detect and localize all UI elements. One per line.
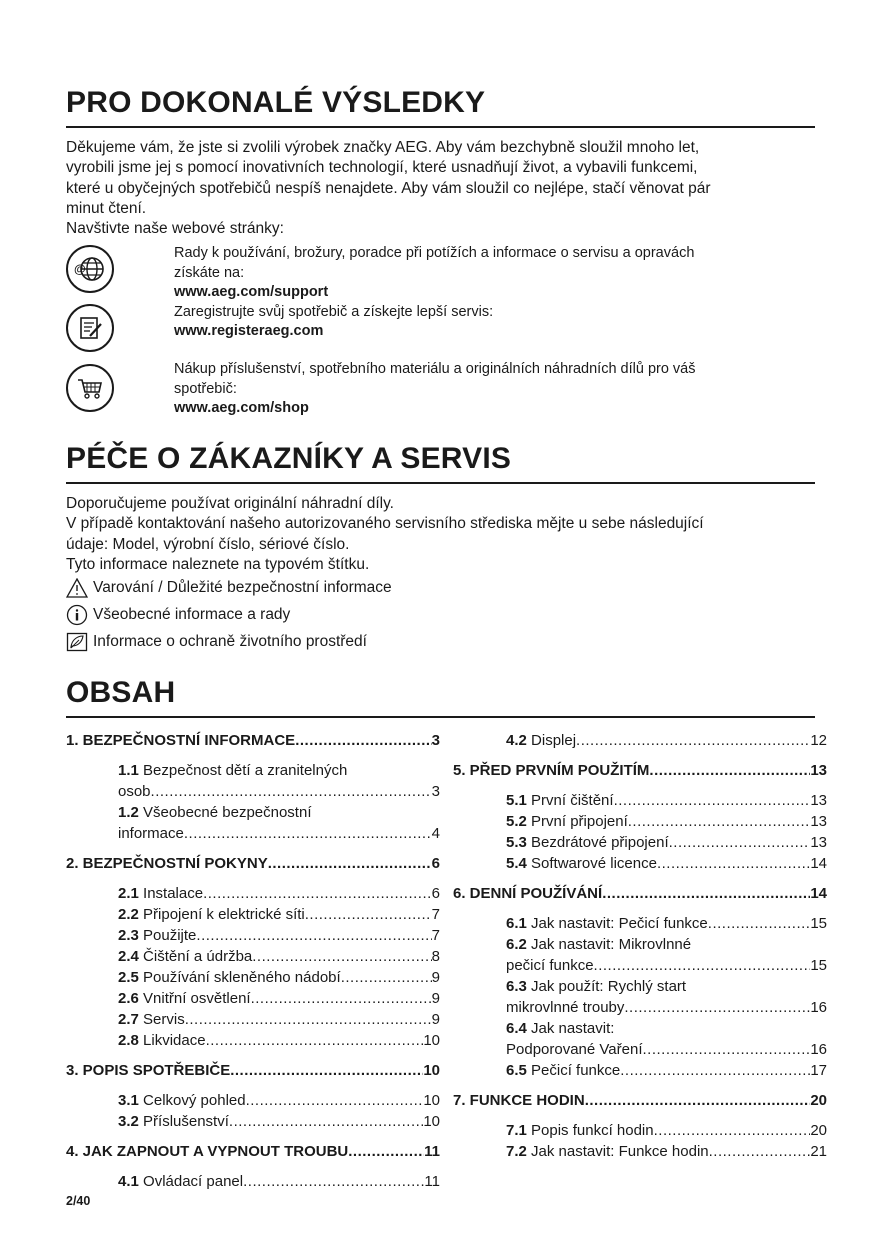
toc-entry[interactable]: 5.4 Softwarové licence ..... 14	[506, 853, 827, 874]
toc-entry[interactable]: 6.1 Jak nastavit: Pečicí funkce ..... 15	[506, 913, 827, 934]
leaf-icon	[66, 631, 90, 653]
toc-entry[interactable]: 2. BEZPEČNOSTNÍ POKYNY ..... 6	[66, 853, 440, 874]
toc-entry[interactable]: 3.1 Celkový pohled ..... 10	[118, 1090, 440, 1111]
svg-text:@: @	[74, 262, 86, 276]
shop-info: Nákup příslušenství, spotřebního materiálu a originálních náhradních dílů pro váš spotřebič: www.aeg.com/shop	[174, 360, 696, 419]
section-title-results: PRO DOKONALÉ VÝSLEDKY	[66, 86, 486, 119]
info-icon	[66, 604, 90, 626]
toc-entry[interactable]: 1. BEZPEČNOSTNÍ INFORMACE ..... 3	[66, 730, 440, 751]
toc-entry[interactable]: 4.2 Displej ..... 12	[506, 730, 827, 751]
toc-entry[interactable]: 7.2 Jak nastavit: Funkce hodin ..... 21	[506, 1141, 827, 1162]
toc-entry[interactable]: osob ..... 3	[118, 781, 440, 802]
toc-entry[interactable]: 3.2 Příslušenství ..... 10	[118, 1111, 440, 1132]
support-info: Rady k používání, brožury, poradce při potížích a informace o servisu a opravách získáte na: www.aeg.com/support Zaregistrujte svůj spotřebič a získejte lepší servis: www.registeraeg.com	[174, 244, 694, 342]
legend-warning: Varování / Důležité bezpečnostní informace	[66, 577, 392, 599]
register-link[interactable]: www.registeraeg.com	[174, 323, 324, 339]
toc-entry[interactable]: 5.1 První čištění ..... 13	[506, 790, 827, 811]
toc-entry[interactable]: Podporované Vaření ..... 16	[506, 1039, 827, 1060]
shopping-cart-icon	[66, 364, 114, 412]
toc-entry[interactable]: 7. FUNKCE HODIN ..... 20	[453, 1090, 827, 1111]
toc-entry[interactable]: 3. POPIS SPOTŘEBIČE ..... 10	[66, 1060, 440, 1081]
toc-entry[interactable]: 5. PŘED PRVNÍM POUŽITÍM ..... 13	[453, 760, 827, 781]
toc-entry[interactable]: 4.1 Ovládací panel ..... 11	[118, 1171, 440, 1192]
toc-entry[interactable]: informace ..... 4	[118, 823, 440, 844]
toc-entry[interactable]: 2.2 Připojení k elektrické síti ..... 7	[118, 904, 440, 925]
page-number: 2/40	[66, 1194, 91, 1208]
title-rule	[66, 482, 815, 484]
toc-entry[interactable]: 5.3 Bezdrátové připojení ..... 13	[506, 832, 827, 853]
toc-entry[interactable]: 2.1 Instalace ..... 6	[118, 883, 440, 904]
toc-entry[interactable]: pečicí funkce ..... 15	[506, 955, 827, 976]
toc-entry[interactable]: 1.2 Všeobecné bezpečnostní	[118, 804, 312, 821]
toc-entry[interactable]: 6.3 Jak použít: Rychlý start	[506, 978, 687, 995]
toc-entry[interactable]: 6.5 Pečicí funkce ..... 17	[506, 1060, 827, 1081]
registration-form-icon	[66, 304, 114, 352]
title-rule	[66, 126, 815, 128]
toc-entry[interactable]: 7.1 Popis funkcí hodin ..... 20	[506, 1120, 827, 1141]
toc-entry[interactable]: 2.5 Používání skleněného nádobí ..... 9	[118, 967, 440, 988]
intro-paragraph: Děkujeme vám, že jste si zvolili výrobek značky AEG. Aby vám bezchybně sloužil mnoho let, vyrobili jsme jej s pomocí inovativních technologií, které usnadňují život, a vybavili funkcemi, které u obyčejných spotřebičů nespíš nenajdete. Aby vám sloužil co nejlépe, stačí věnovat pár minut čtení. Navštivte naše webové stránky:	[66, 139, 711, 238]
toc-entry[interactable]: 5.2 První připojení ..... 13	[506, 811, 827, 832]
title-rule	[66, 716, 815, 718]
customer-care-paragraph: Doporučujeme používat originální náhradní díly. V případě kontaktování našeho autorizovaného servisního střediska mějte u sebe následující údaje: Model, výrobní číslo, sériové číslo. Tyto informace naleznete na typovém štítku.	[66, 495, 704, 573]
toc-entry[interactable]: 1.1 Bezpečnost dětí a zranitelných	[118, 762, 348, 779]
legend-environment: Informace o ochraně životního prostředí	[66, 631, 367, 653]
warning-icon	[66, 577, 90, 599]
support-link[interactable]: www.aeg.com/support	[174, 284, 329, 300]
section-title-contents: OBSAH	[66, 676, 176, 709]
toc-entry[interactable]: 6. DENNÍ POUŽÍVÁNÍ ..... 14	[453, 883, 827, 904]
toc-entry[interactable]: 4. JAK ZAPNOUT A VYPNOUT TROUBU ..... 11	[66, 1141, 440, 1162]
toc-entry[interactable]: 2.6 Vnitřní osvětlení ..... 9	[118, 988, 440, 1009]
toc-entry[interactable]: 2.3 Použijte ..... 7	[118, 925, 440, 946]
toc-entry[interactable]: 2.8 Likvidace ..... 10	[118, 1030, 440, 1051]
section-title-customer-care: PÉČE O ZÁKAZNÍKY A SERVIS	[66, 442, 512, 475]
toc-column-right	[453, 730, 827, 1162]
toc-column-left	[66, 730, 440, 1192]
toc-entry[interactable]: 6.2 Jak nastavit: Mikrovlnné	[506, 936, 692, 953]
shop-link[interactable]: www.aeg.com/shop	[174, 400, 309, 416]
toc-entry[interactable]: 2.7 Servis ..... 9	[118, 1009, 440, 1030]
toc-entry[interactable]: 6.4 Jak nastavit:	[506, 1020, 615, 1037]
toc-entry[interactable]: 2.4 Čištění a údržba ..... 8	[118, 946, 440, 967]
legend-info: Všeobecné informace a rady	[66, 604, 290, 626]
globe-icon	[66, 245, 114, 293]
toc-entry[interactable]: mikrovlnné trouby ..... 16	[506, 997, 827, 1018]
